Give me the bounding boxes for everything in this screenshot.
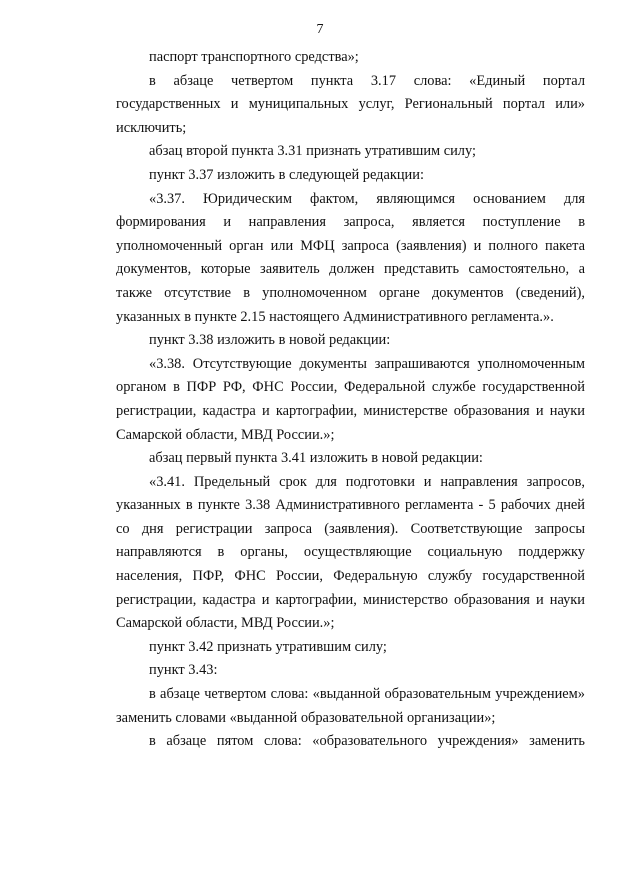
page-number: 7 <box>316 22 324 37</box>
paragraph: в абзаце четвертом слова: «выданной образовательным учреждением» заменить словами «выданной образовательной организации»; <box>116 686 585 726</box>
paragraph: паспорт транспортного средства»; <box>149 49 359 65</box>
paragraph: абзац второй пункта 3.31 признать утратившим силу; <box>149 143 476 160</box>
paragraph: пункт 3.37 изложить в следующей редакции: <box>149 166 424 183</box>
document-body <box>116 46 585 754</box>
paragraph: в абзаце четвертом пункта 3.17 слова: «Единый портал государственных и муниципальных услуг, Региональный портал или» исключить; <box>116 72 585 136</box>
paragraph: «3.41. Предельный срок для подготовки и направления запросов, указанных в пункте 3.38 Административного регламента - 5 рабочих дней со дня регистрации запроса (заявления). Соответствующие запросы направляются в органы, осуществляющие социальную поддержку населения, ПФР, ФНС России, Федеральную службу государственной регистрации, кадастра и картографии, министерство образования и науки Самарской области, МВД России.»; <box>116 473 585 632</box>
paragraph: абзац первый пункта 3.41 изложить в новой редакции: <box>149 450 483 467</box>
paragraph: в абзаце пятом слова: «образовательного учреждения» заменить <box>149 733 585 750</box>
paragraph: пункт 3.42 признать утратившим силу; <box>149 638 387 655</box>
paragraph: «3.38. Отсутствующие документы запрашиваются уполномоченным органом в ПФР РФ, ФНС России, Федеральной службе государственной регистрации, кадастра и картографии, министерстве образования и науки Самарской области, МВД России.»; <box>116 355 585 443</box>
paragraph: «3.37. Юридическим фактом, являющимся основанием для формирования и направления запроса, является поступление в уполномоченный орган или МФЦ запроса (заявления) и полного пакета документов, которые заявитель должен представить самостоятельно, а также отсутствие в уполномоченном органе документов (сведений), указанных в пункте 2.15 настоящего Административного регламента.». <box>116 190 585 325</box>
paragraph: пункт 3.38 изложить в новой редакции: <box>149 332 391 349</box>
paragraph: пункт 3.43: <box>149 662 218 679</box>
